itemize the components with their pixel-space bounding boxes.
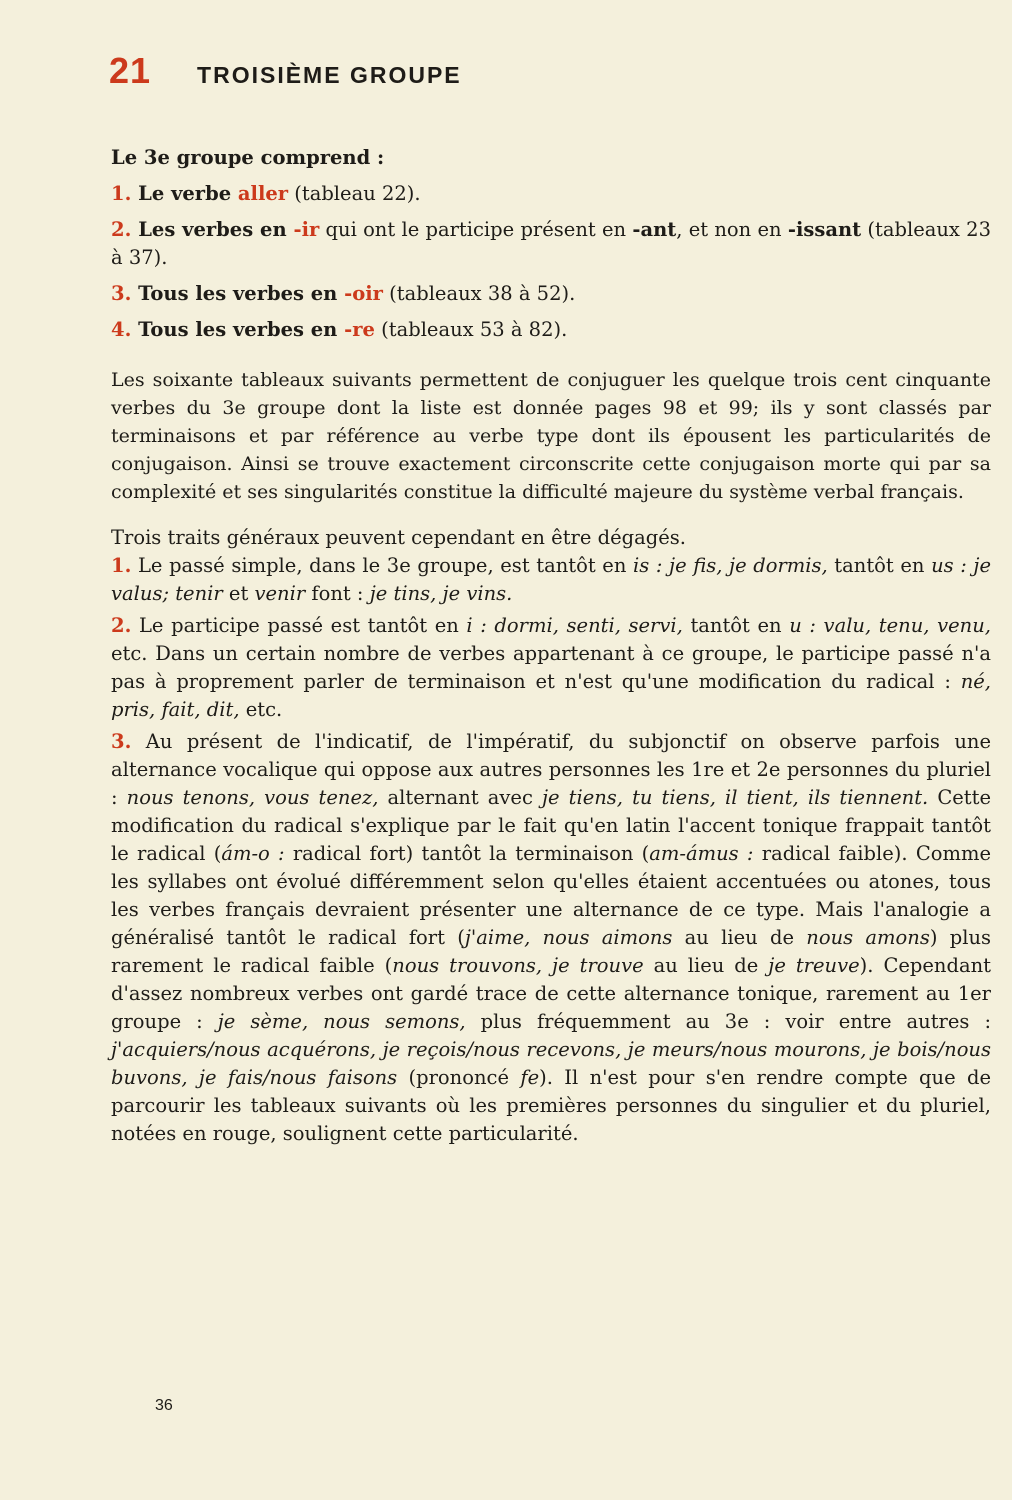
trait-item: 3. Au présent de l'indicatif, de l'impératif, du subjonctif on observe parfois une alternance vocalique qui oppose aux autres personnes les 1re et 2e personnes du pluriel : nous tenons, vous tenez, alternant avec je tiens, tu tiens, il tient, ils tiennent. Cette modification du radical s'explique par le fait qu'en latin l'accent tonique frappait tantôt le radical (ám-o : radical fort) tantôt la terminaison (am-ámus : radical faible). Comme les syllabes ont évolué différemment selon qu'elles étaient accentuées ou atones, tous les verbes français devraient présenter une alternance de ce type. Mais l'analogie a généralisé tantôt le radical fort (j'aime, nous aimons au lieu de nous amons) plus rarement le radical faible (nous trouvons, je trouve au lieu de je treuve). Cependant d'assez nombreux verbes ont gardé trace de cette alternance tonique, rarement au 1er groupe : je sème, nous semons, plus fréquemment au 3e : voir entre autres : j'acquiers/nous acquérons, je reçois/nous recevons, je meurs/nous mourons, je bois/nous buvons, je fais/nous faisons (prononcé fe). Il n'est pour s'en rendre compte que de parcourir les tableaux suivants où les premières personnes du singulier et du pluriel, notées en rouge, soulignent cette particularité. bbox=[111, 730, 992, 1145]
main-content bbox=[111, 144, 991, 1152]
chapter-title: TROISIÈME GROUPE bbox=[197, 62, 462, 88]
paragraph-traits-intro: Trois traits généraux peuvent cependant en être dégagés. bbox=[111, 526, 686, 549]
traits-list bbox=[111, 552, 991, 1148]
trait-item: 1. Le passé simple, dans le 3e groupe, est tantôt en is : je fis, je dormis, tantôt en us : je valus; tenir et venir font : je tins, je vins. bbox=[111, 554, 991, 605]
list-item: 2. Les verbes en -ir qui ont le participe présent en -ant, et non en -issant (tableaux 23 à 37). bbox=[111, 218, 991, 269]
list-item: 4. Tous les verbes en -re (tableaux 53 à 82). bbox=[111, 318, 568, 341]
list-item: 3. Tous les verbes en -oir (tableaux 38 à 52). bbox=[111, 282, 576, 305]
trait-item: 2. Le participe passé est tantôt en i : dormi, senti, servi, tantôt en u : valu, tenu, venu, etc. Dans un certain nombre de verbes appartenant à ce groupe, le participe passé n'a pas à proprement parler de terminaison et n'est qu'une modification du radical : né, pris, fait, dit, etc. bbox=[111, 614, 991, 721]
paragraph-tables: Les soixante tableaux suivants permettent de conjuguer les quelque trois cent cinquante verbes du 3e groupe dont la liste est donnée pages 98 et 99; ils y sont classés par terminaisons et par référence au verbe type dont ils épousent les particularités de conjugaison. Ainsi se trouve exactement circonscrite cette conjugaison morte qui par sa complexité et ses singularités constitue la difficulté majeure du système verbal français. bbox=[111, 369, 991, 503]
chapter-header bbox=[109, 50, 462, 92]
list-item: 1. Le verbe aller (tableau 22). bbox=[111, 182, 421, 205]
intro-lead: Le 3e groupe comprend : bbox=[111, 146, 385, 169]
page-number: 36 bbox=[155, 1397, 173, 1414]
chapter-number: 21 bbox=[109, 50, 152, 91]
